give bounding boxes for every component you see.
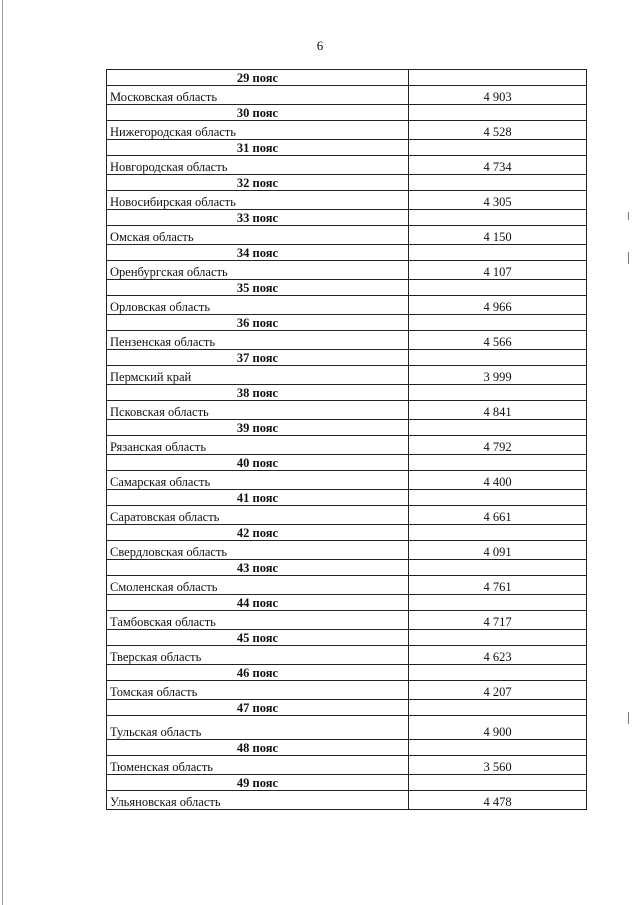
zone-label: 39 пояс [107,420,409,436]
scan-mark [628,712,629,724]
region-value: 4 761 [409,576,587,595]
region-row [107,506,587,525]
region-row [107,541,587,560]
zone-value-cell-empty [409,775,587,791]
zone-value-cell-empty [409,740,587,756]
region-row [107,716,587,740]
zone-value-cell-empty [409,630,587,646]
zone-header-row [107,420,587,436]
region-name: Нижегородская область [107,121,409,140]
zone-value-cell-empty [409,175,587,191]
zone-label: 33 пояс [107,210,409,226]
region-name: Пензенская область [107,331,409,350]
zone-header-row [107,105,587,121]
region-value: 4 091 [409,541,587,560]
region-row [107,121,587,140]
zone-label: 48 пояс [107,740,409,756]
region-value: 4 478 [409,791,587,810]
zone-label: 32 пояс [107,175,409,191]
region-row [107,296,587,315]
zone-value-cell-empty [409,245,587,261]
zone-header-row [107,775,587,791]
region-name: Рязанская область [107,436,409,455]
region-name: Псковская область [107,401,409,420]
zone-label: 34 пояс [107,245,409,261]
zone-header-row [107,560,587,576]
zone-value-cell-empty [409,560,587,576]
zone-label: 46 пояс [107,665,409,681]
page-number: 6 [316,38,324,53]
region-row [107,261,587,280]
region-name: Московская область [107,86,409,105]
region-name: Тамбовская область [107,611,409,630]
zone-header-row [107,350,587,366]
region-value: 4 207 [409,681,587,700]
zone-label: 37 пояс [107,350,409,366]
zone-label: 41 пояс [107,490,409,506]
zone-header-row [107,70,587,86]
scan-mark [628,252,629,264]
zone-value-cell-empty [409,595,587,611]
zone-header-row [107,455,587,471]
zone-header-row [107,315,587,331]
region-name: Тверская область [107,646,409,665]
zone-label: 43 пояс [107,560,409,576]
zone-value-cell-empty [409,105,587,121]
region-name: Ульяновская область [107,791,409,810]
region-row [107,471,587,490]
zone-header-row [107,210,587,226]
zone-label: 30 пояс [107,105,409,121]
region-value: 4 305 [409,191,587,210]
region-row [107,576,587,595]
region-name: Свердловская область [107,541,409,560]
zone-label: 36 пояс [107,315,409,331]
region-value: 4 400 [409,471,587,490]
page-binding-line [2,0,3,905]
region-row [107,791,587,810]
region-value: 3 999 [409,366,587,385]
region-row [107,611,587,630]
price-zones-table [106,69,587,810]
region-value: 4 903 [409,86,587,105]
region-value: 4 150 [409,226,587,245]
region-name: Самарская область [107,471,409,490]
zone-label: 40 пояс [107,455,409,471]
region-row [107,646,587,665]
region-value: 4 734 [409,156,587,175]
scan-mark [628,212,629,220]
zone-header-row [107,175,587,191]
region-value: 4 841 [409,401,587,420]
region-row [107,226,587,245]
region-name: Орловская область [107,296,409,315]
region-row [107,756,587,775]
zone-label: 42 пояс [107,525,409,541]
region-row [107,681,587,700]
region-row [107,331,587,350]
zone-label: 47 пояс [107,700,409,716]
zone-value-cell-empty [409,350,587,366]
region-name: Оренбургская область [107,261,409,280]
zone-value-cell-empty [409,490,587,506]
region-name: Саратовская область [107,506,409,525]
zone-header-row [107,525,587,541]
region-name: Тюменская область [107,756,409,775]
region-row [107,436,587,455]
zone-label: 38 пояс [107,385,409,401]
region-value: 4 966 [409,296,587,315]
zone-label: 35 пояс [107,280,409,296]
region-name: Смоленская область [107,576,409,595]
zone-header-row [107,595,587,611]
region-value: 4 107 [409,261,587,280]
zone-label: 31 пояс [107,140,409,156]
zone-header-row [107,490,587,506]
region-row [107,86,587,105]
zone-value-cell-empty [409,420,587,436]
region-name: Новосибирская область [107,191,409,210]
zone-header-row [107,630,587,646]
zone-value-cell-empty [409,525,587,541]
zone-label: 44 пояс [107,595,409,611]
region-value: 4 792 [409,436,587,455]
region-value: 3 560 [409,756,587,775]
zone-label: 49 пояс [107,775,409,791]
zone-value-cell-empty [409,455,587,471]
region-value: 4 900 [409,716,587,740]
region-value: 4 623 [409,646,587,665]
region-row [107,366,587,385]
region-name: Томская область [107,681,409,700]
zone-value-cell-empty [409,140,587,156]
zone-label: 45 пояс [107,630,409,646]
region-name: Омская область [107,226,409,245]
region-value: 4 661 [409,506,587,525]
zone-header-row [107,740,587,756]
region-row [107,191,587,210]
zone-header-row [107,385,587,401]
region-name: Тульская область [107,716,409,740]
zone-value-cell-empty [409,210,587,226]
zone-value-cell-empty [409,315,587,331]
zone-value-cell-empty [409,280,587,296]
region-name: Пермский край [107,366,409,385]
zone-header-row [107,665,587,681]
zone-header-row [107,245,587,261]
region-row [107,401,587,420]
zone-value-cell-empty [409,70,587,86]
zone-value-cell-empty [409,700,587,716]
zone-value-cell-empty [409,665,587,681]
zone-header-row [107,140,587,156]
zone-header-row [107,280,587,296]
zone-label: 29 пояс [107,70,409,86]
region-value: 4 528 [409,121,587,140]
zone-value-cell-empty [409,385,587,401]
region-row [107,156,587,175]
region-name: Новгородская область [107,156,409,175]
zone-header-row [107,700,587,716]
region-value: 4 717 [409,611,587,630]
region-value: 4 566 [409,331,587,350]
